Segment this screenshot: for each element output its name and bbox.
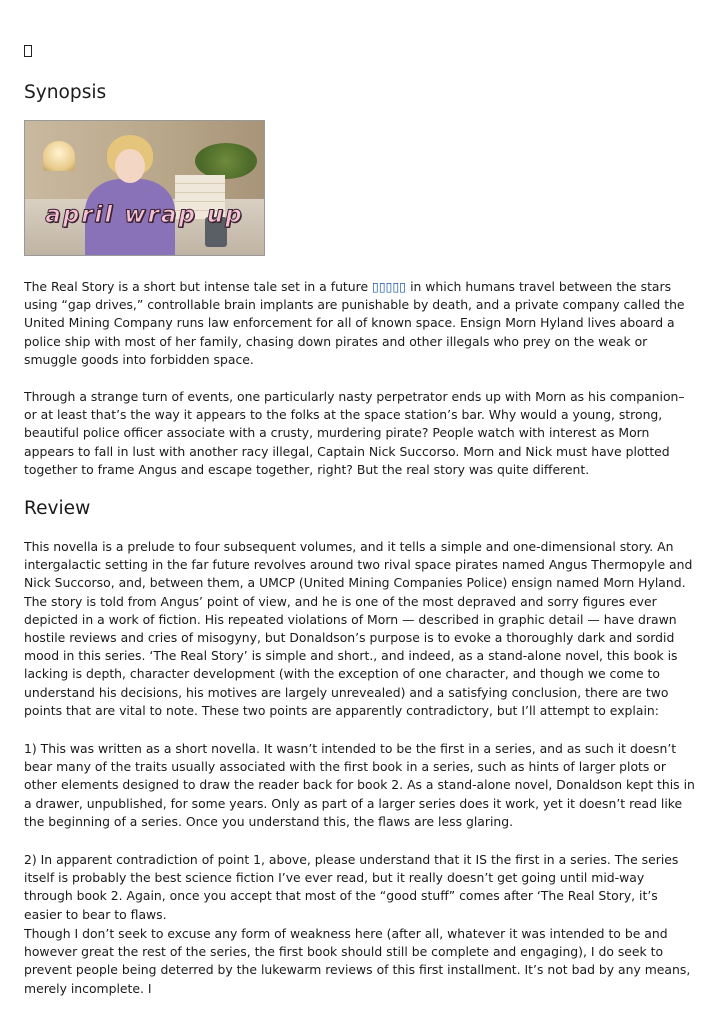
synopsis-p1-before: The Real Story is a short but intense tale set in a future — [24, 279, 373, 294]
synopsis-paragraph-1 — [24, 278, 696, 369]
review-paragraph-3: 2) In apparent contradiction of point 1, above, please understand that it IS the first in a series. The series itself is probably the best science fiction I’ve ever read, but it really doesn’t get going until mid-way through book 2. Again, once you accept that most of the “good stuff” comes after ‘The Real Story, it’s easier to bear to flaws. — [24, 852, 679, 922]
synopsis-heading: Synopsis — [24, 82, 107, 103]
lamp-shape — [43, 141, 75, 171]
review-paragraph-2: 1) This was written as a short novella. It wasn’t intended to be the first in a series, and as such it doesn’t bear many of the traits usually associated with the first book in a series, such as hints of larger plots or other elements designed to draw the reader back for book 2. As a stand-alone novel, Donaldson kept this in a drawer, unpublished, for some years. Only as part of a larger series does it work, yet it doesn’t read like the beginning of a series. Once you understand this, the flaws are less glaring. — [24, 741, 695, 829]
synopsis-p1-after: in which humans travel between the stars using “gap drives,” controllable brain implants are punishable by death, and a private company called the United Mining Company runs law enforcement for all of known space. Ensign Morn Hyland lives aboard a police ship with most of her family, chasing down pirates and other illegals who prey on the weak or smuggle goods into forbidden space. — [24, 279, 685, 367]
review-heading: Review — [24, 498, 91, 519]
synopsis-paragraph-2: Through a strange turn of events, one particularly nasty perpetrator ends up with Morn as his companion–or at least that’s the way it appears to the folks at the space station’s bar. Why would a young, strong, beautiful police officer associate with a crusty, murdering pirate? People watch with interest as Morn appears to fall in lust with another racy illegal, Captain Nick Succorso. Morn and Nick must have plotted together to frame Angus and escape together, right? But the real story was quite different. — [24, 389, 685, 477]
person-face-shape — [115, 149, 145, 183]
thumbnail-overlay-text: april wrap up — [45, 202, 244, 228]
video-thumbnail-image[interactable] — [24, 120, 265, 256]
review-paragraph-4: Though I don’t seek to excuse any form of weakness here (after all, whatever it was intended to be and however great the rest of the series, the first book should still be complete and engaging), I do seek to prevent people being deterred by the lukewarm reviews of this first installment. It’s not bad by any means, merely incomplete. I — [24, 926, 691, 996]
inline-link[interactable]: ▯▯▯▯▯ — [372, 279, 407, 294]
review-paragraph-1: This novella is a prelude to four subsequent volumes, and it tells a simple and one-dimensional story. An intergalactic setting in the far future revolves around two rival space pirates named Angus Thermopyle and Nick Succorso, and, between them, a UMCP (United Mining Companies Police) ensign named Morn Hyland. The story is told from Angus’ point of view, and he is one of the most depraved and sorry figures ever depicted in a work of fiction. His repeated violations of Morn — described in graphic detail — have drawn hostile reviews and cries of misogyny, but Donaldson’s purpose is to evoke a thoroughly dark and sordid mood in this series. ‘The Real Story’ is simple and short., and indeed, as a stand-alone novel, this book is lacking is depth, character development (with the exception of one character, and though we come to understand his decisions, his motives are largely unrevealed) and a satisfying conclusion, there are two points that are vital to note. These two points are apparently contradictory, but I’ll attempt to explain: — [24, 539, 693, 718]
plant-shape — [195, 143, 257, 179]
missing-glyph-icon — [24, 45, 32, 57]
